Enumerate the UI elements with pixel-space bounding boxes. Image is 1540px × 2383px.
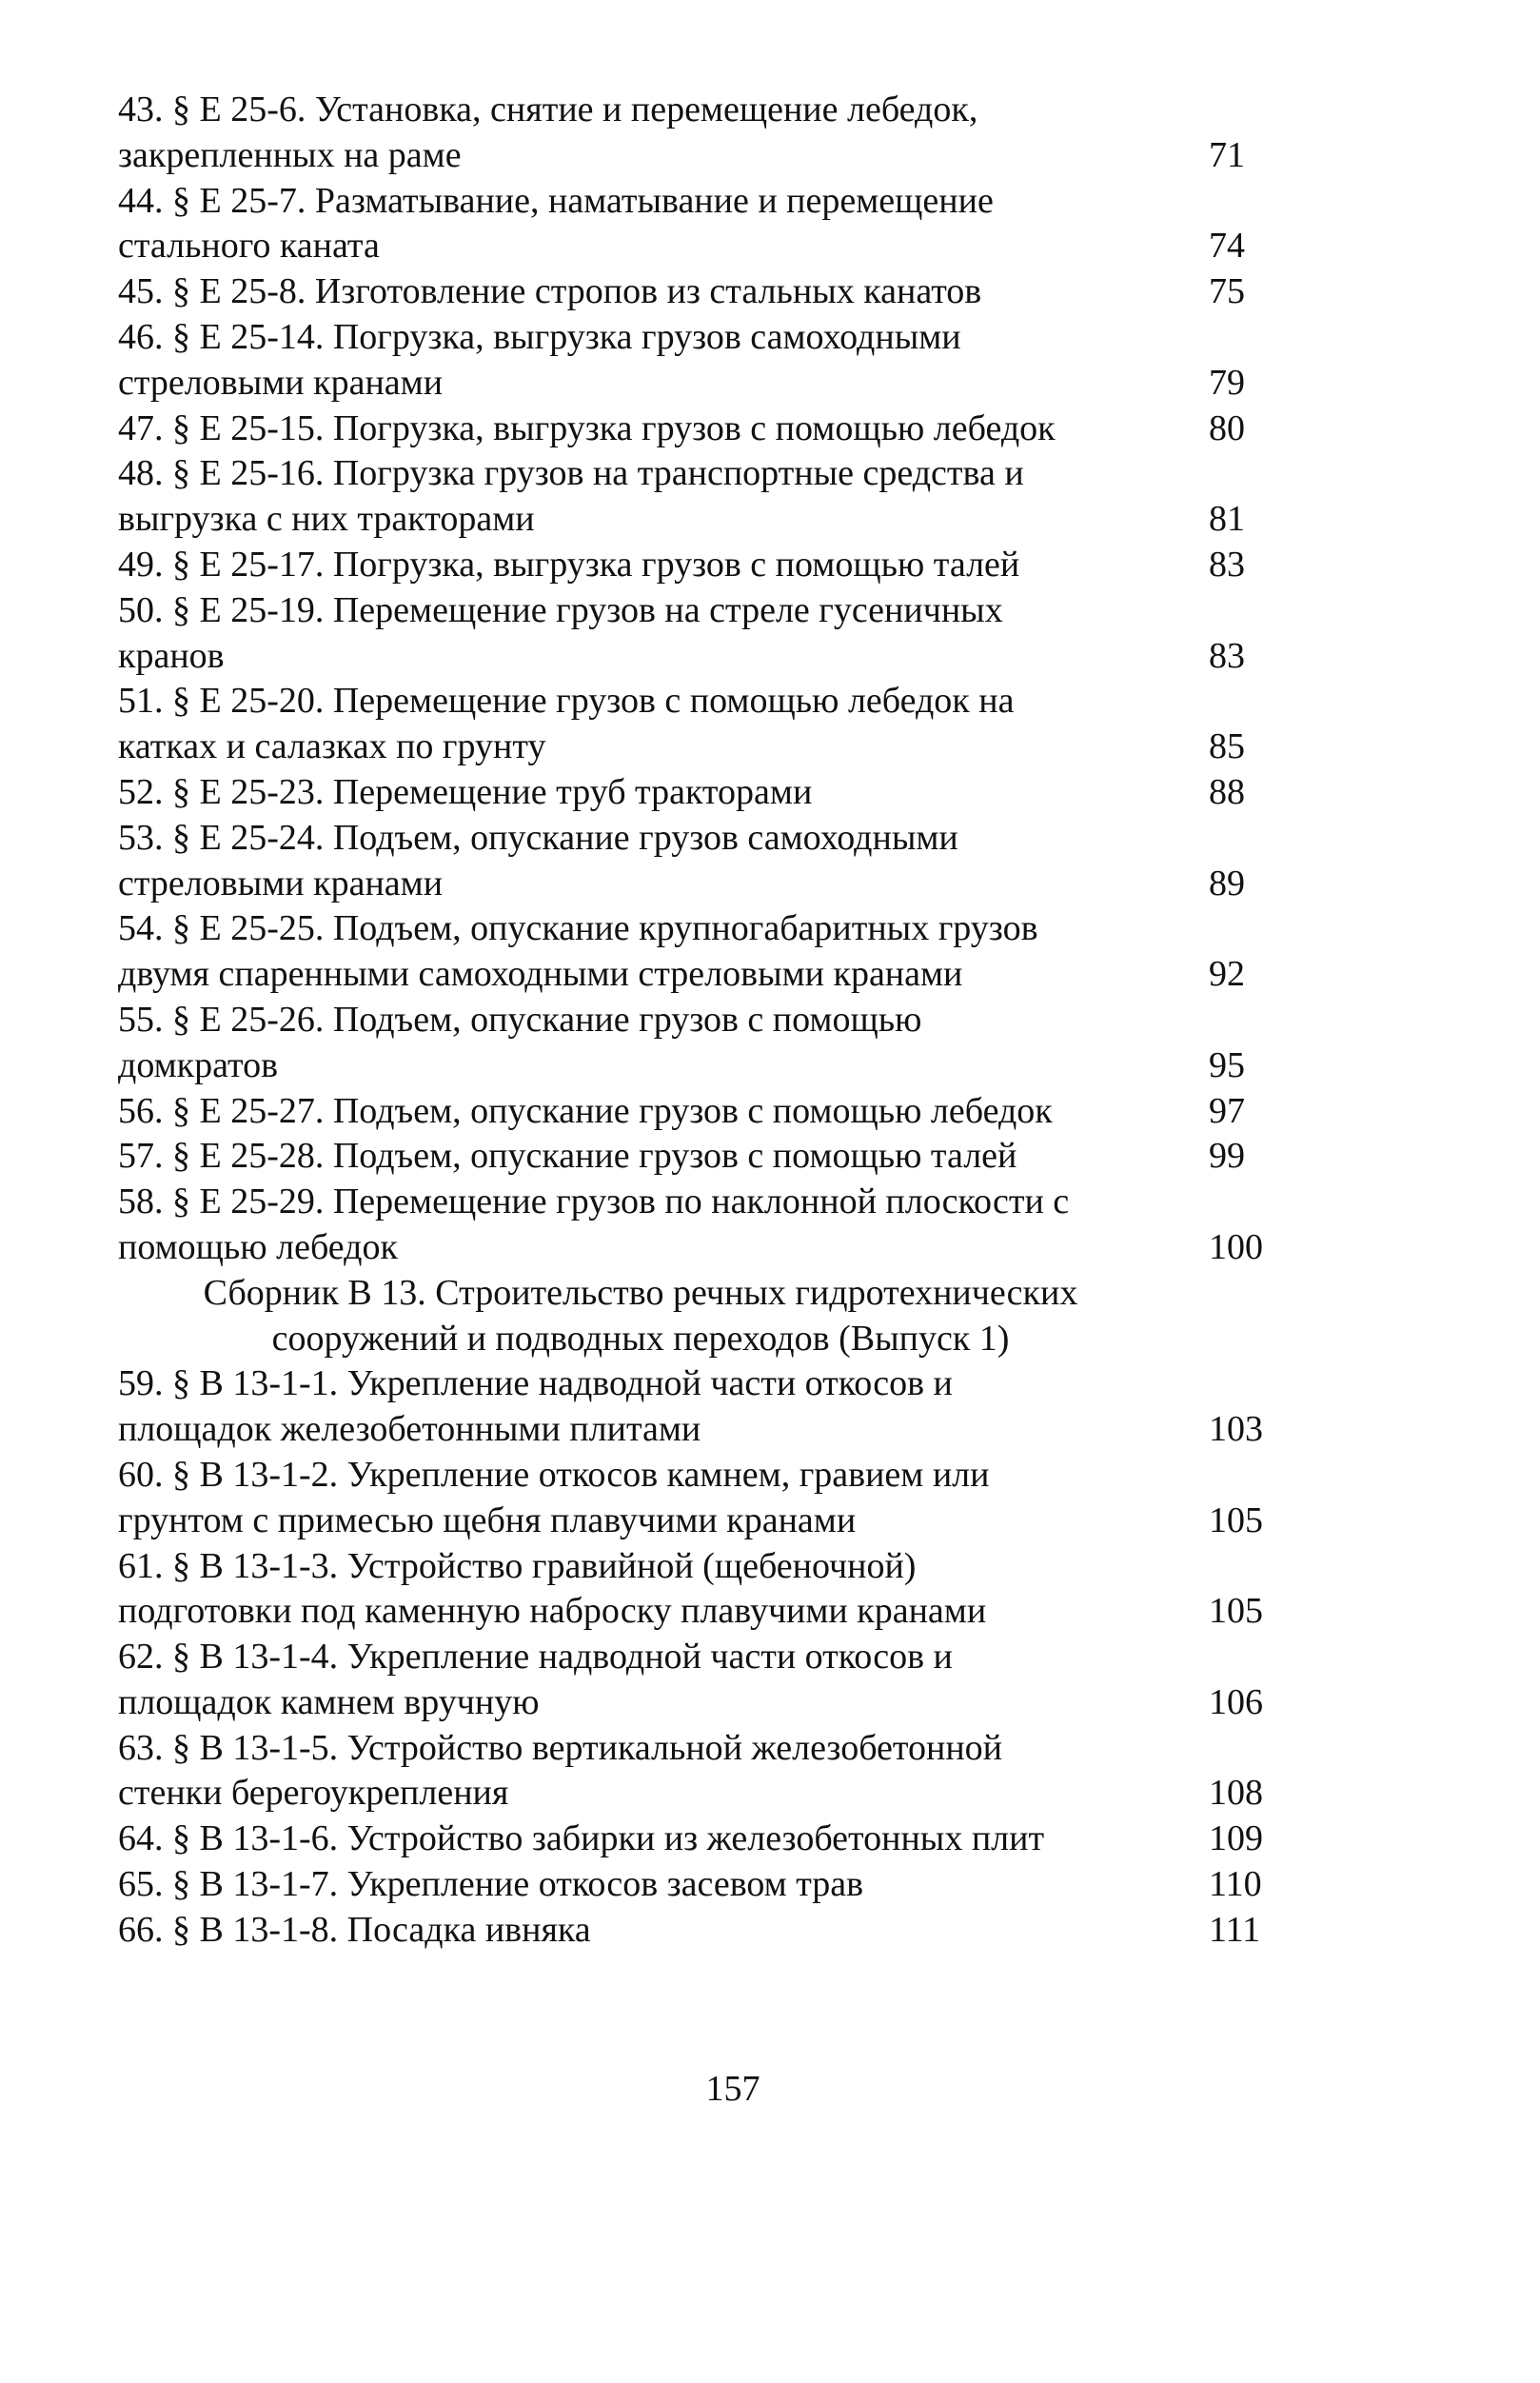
toc-entry — [118, 1726, 1289, 1817]
toc-group-e25 — [118, 88, 1289, 1271]
toc-entry-page: 111 — [1209, 1909, 1261, 1950]
toc-entry-title: 59. § В 13-1-1. Укрепление надводной части откосов и площадок железобетонными плитами — [118, 1363, 953, 1450]
toc-entry — [118, 88, 1289, 179]
toc-entry-title: 66. § В 13-1-8. Посадка ивняка — [118, 1909, 591, 1950]
toc-entry — [118, 1908, 1289, 1954]
toc-entry — [118, 1544, 1289, 1636]
toc-entry-title: 48. § Е 25-16. Погрузка грузов на транспортные средства и выгрузка с них тракторами — [118, 453, 1024, 540]
toc-entry-page: 95 — [1209, 1044, 1245, 1085]
toc-entry — [118, 1180, 1289, 1271]
toc-entry — [118, 770, 1289, 816]
toc-entry-title: 44. § Е 25-7. Разматывание, наматывание и перемещение стального каната — [118, 180, 994, 267]
toc-entry-page: 110 — [1209, 1864, 1262, 1905]
toc-entry-title: 57. § Е 25-28. Подъем, опускание грузов с помощью талей — [118, 1136, 1017, 1177]
toc-entry-title: 50. § Е 25-19. Перемещение грузов на стреле гусеничных кранов — [118, 589, 1003, 676]
toc-entry-title: 61. § В 13-1-3. Устройство гравийной (щебеночной) подготовки под каменную наброску плавучими кранами — [118, 1545, 987, 1632]
toc-entry — [118, 588, 1289, 680]
toc-entry-title: 56. § Е 25-27. Подъем, опускание грузов с помощью лебедок — [118, 1090, 1053, 1131]
toc-entry-page: 83 — [1209, 635, 1245, 676]
toc-entry — [118, 816, 1289, 907]
toc-entry-title: 49. § Е 25-17. Погрузка, выгрузка грузов с помощью талей — [118, 544, 1020, 585]
toc-entry-page: 81 — [1209, 499, 1245, 540]
toc-entry — [118, 451, 1289, 543]
toc-entry-page: 103 — [1209, 1409, 1263, 1450]
toc-entry — [118, 269, 1289, 315]
toc-entry — [118, 179, 1289, 270]
toc-entry-title: 43. § Е 25-6. Установка, снятие и перемещение лебедок, закрепленных на раме — [118, 89, 978, 175]
toc-entry-title: 53. § Е 25-24. Подъем, опускание грузов самоходными стреловыми кранами — [118, 817, 958, 904]
toc-entry — [118, 543, 1289, 588]
toc-entry-page: 74 — [1209, 226, 1245, 267]
toc-entry-page: 99 — [1209, 1136, 1245, 1177]
toc-entry-title: 54. § Е 25-25. Подъем, опускание крупногабаритных грузов двумя спаренными самоходными стреловыми кранами — [118, 908, 1038, 995]
toc-entry — [118, 315, 1289, 407]
toc-group-v13 — [118, 1361, 1289, 1953]
toc-entry — [118, 1862, 1289, 1908]
toc-entry-page: 71 — [1209, 134, 1245, 175]
toc-entry-page: 79 — [1209, 362, 1245, 403]
page-number: 157 — [705, 2069, 760, 2109]
toc-entry — [118, 407, 1289, 452]
toc-entry — [118, 1134, 1289, 1180]
toc-entry-title: 64. § В 13-1-6. Устройство забирки из железобетонных плит — [118, 1818, 1045, 1859]
toc-entry-title: 46. § Е 25-14. Погрузка, выгрузка грузов самоходными стреловыми кранами — [118, 316, 961, 403]
toc-entry-page: 97 — [1209, 1090, 1245, 1131]
toc-entry — [118, 1361, 1289, 1453]
toc-entry — [118, 1089, 1289, 1135]
toc-entry-page: 83 — [1209, 544, 1245, 585]
toc-entry-page: 85 — [1209, 726, 1245, 767]
toc-entry-title: 65. § В 13-1-7. Укрепление откосов засевом трав — [118, 1864, 864, 1905]
section-heading: Сборник В 13. Строительство речных гидротехнических сооружений и подводных переходов (Выпуск 1) — [203, 1272, 1078, 1359]
toc-entry-page: 106 — [1209, 1681, 1263, 1722]
toc-entry-page: 105 — [1209, 1499, 1263, 1540]
toc-entry-page: 100 — [1209, 1226, 1263, 1267]
toc-entry-title: 60. § В 13-1-2. Укрепление откосов камнем, гравием или грунтом с примесью щебня плавучими кранами — [118, 1454, 990, 1540]
toc-entry-title: 45. § Е 25-8. Изготовление стропов из стальных канатов — [118, 271, 982, 312]
toc-entry-title: 51. § Е 25-20. Перемещение грузов с помощью лебедок на катках и салазках по грунту — [118, 681, 1015, 767]
toc-entry-title: 52. § Е 25-23. Перемещение труб тракторами — [118, 771, 813, 812]
toc-entry — [118, 1453, 1289, 1544]
toc-entry-title: 63. § В 13-1-5. Устройство вертикальной железобетонной стенки берегоукрепления — [118, 1727, 1003, 1814]
toc-entry-title: 55. § Е 25-26. Подъем, опускание грузов с помощью домкратов — [118, 999, 922, 1085]
toc-entry-title: 47. § Е 25-15. Погрузка, выгрузка грузов с помощью лебедок — [118, 407, 1056, 448]
toc-entry — [118, 998, 1289, 1089]
toc-entry-page: 108 — [1209, 1773, 1263, 1814]
toc-entry-page: 88 — [1209, 771, 1245, 812]
toc-entry-title: 62. § В 13-1-4. Укрепление надводной части откосов и площадок камнем вручную — [118, 1637, 953, 1722]
toc-entry-page: 80 — [1209, 407, 1245, 448]
toc-entry-page: 75 — [1209, 271, 1245, 312]
toc-entry-page: 109 — [1209, 1818, 1263, 1859]
toc-entry-title: 58. § Е 25-29. Перемещение грузов по наклонной плоскости с помощью лебедок — [118, 1182, 1070, 1267]
toc-entry — [118, 906, 1289, 998]
table-of-contents — [118, 88, 1289, 1954]
toc-entry-page: 105 — [1209, 1591, 1263, 1632]
toc-entry — [118, 679, 1289, 770]
toc-entry — [118, 1817, 1289, 1862]
toc-entry-page: 89 — [1209, 863, 1245, 904]
toc-entry-page: 92 — [1209, 954, 1245, 995]
toc-entry — [118, 1635, 1289, 1726]
